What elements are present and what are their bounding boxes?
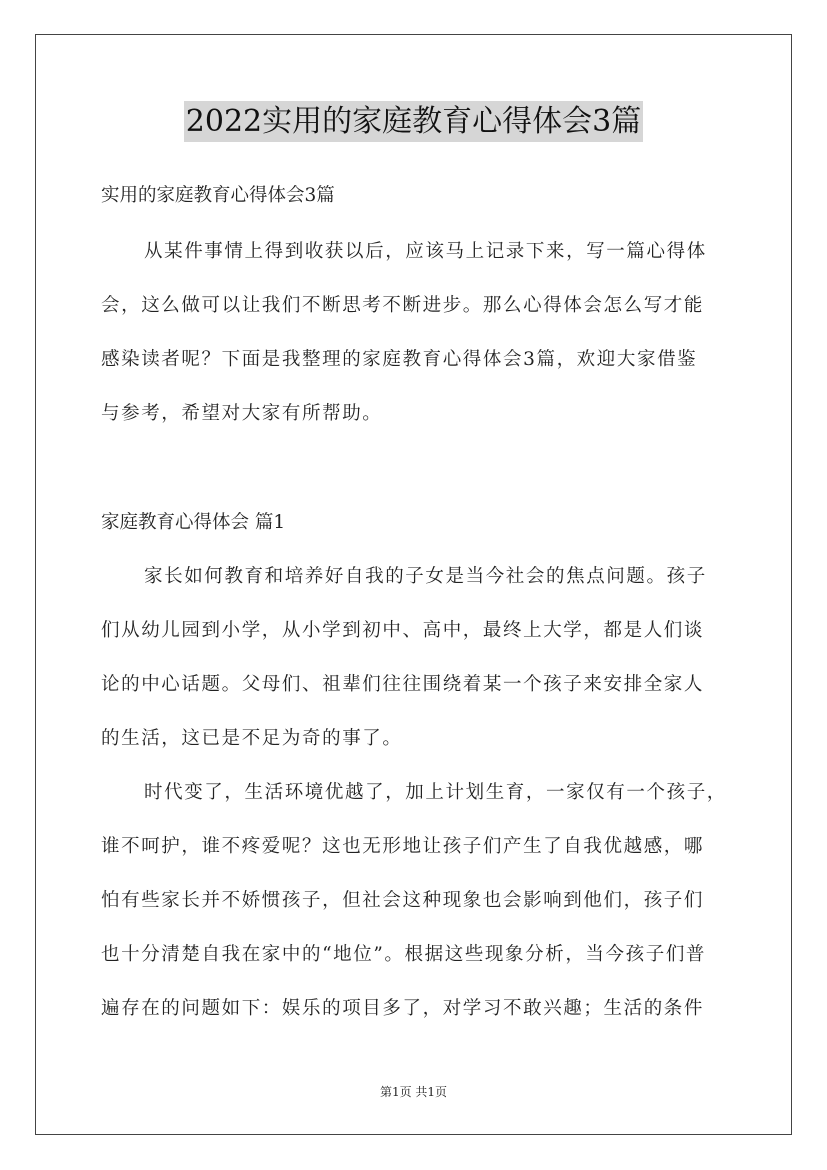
intro-line: 与参考，希望对大家有所帮助。 xyxy=(101,403,383,424)
paragraph-line: 也十分清楚自我在家中的“地位”。根据这些现象分析，当今孩子们普 xyxy=(101,944,707,965)
document-subtitle: 实用的家庭教育心得体会3篇 xyxy=(101,185,335,206)
title-container xyxy=(0,101,827,142)
document-title: 2022实用的家庭教育心得体会3篇 xyxy=(184,101,643,142)
intro-line: 会，这么做可以让我们不断思考不断进步。那么心得体会怎么写才能 xyxy=(101,295,705,316)
paragraph-line: 怕有些家长并不娇惯孩子，但社会这种现象也会影响到他们，孩子们 xyxy=(101,890,705,911)
paragraph-line: 的生活，这已是不足为奇的事了。 xyxy=(101,728,403,749)
paragraph-line: 们从幼儿园到小学，从小学到初中、高中，最终上大学，都是人们谈 xyxy=(101,620,705,641)
intro-line: 感染读者呢？下面是我整理的家庭教育心得体会3篇，欢迎大家借鉴 xyxy=(101,349,698,370)
paragraph-line: 论的中心话题。父母们、祖辈们往往围绕着某一个孩子来安排全家人 xyxy=(101,674,705,695)
intro-line: 从某件事情上得到收获以后，应该马上记录下来，写一篇心得体 xyxy=(144,241,707,262)
paragraph-line: 遍存在的问题如下：娱乐的项目多了，对学习不敢兴趣；生活的条件 xyxy=(101,998,705,1019)
page-number-footer: 第1页 共1页 xyxy=(379,1085,448,1099)
section-heading: 家庭教育心得体会 篇1 xyxy=(101,512,286,533)
paragraph-line: 家长如何教育和培养好自我的子女是当今社会的焦点问题。孩子 xyxy=(144,566,707,587)
paragraph-line: 时代变了，生活环境优越了，加上计划生育，一家仅有一个孩子， xyxy=(144,782,727,803)
paragraph-line: 谁不呵护，谁不疼爱呢？这也无形地让孩子们产生了自我优越感，哪 xyxy=(101,836,705,857)
